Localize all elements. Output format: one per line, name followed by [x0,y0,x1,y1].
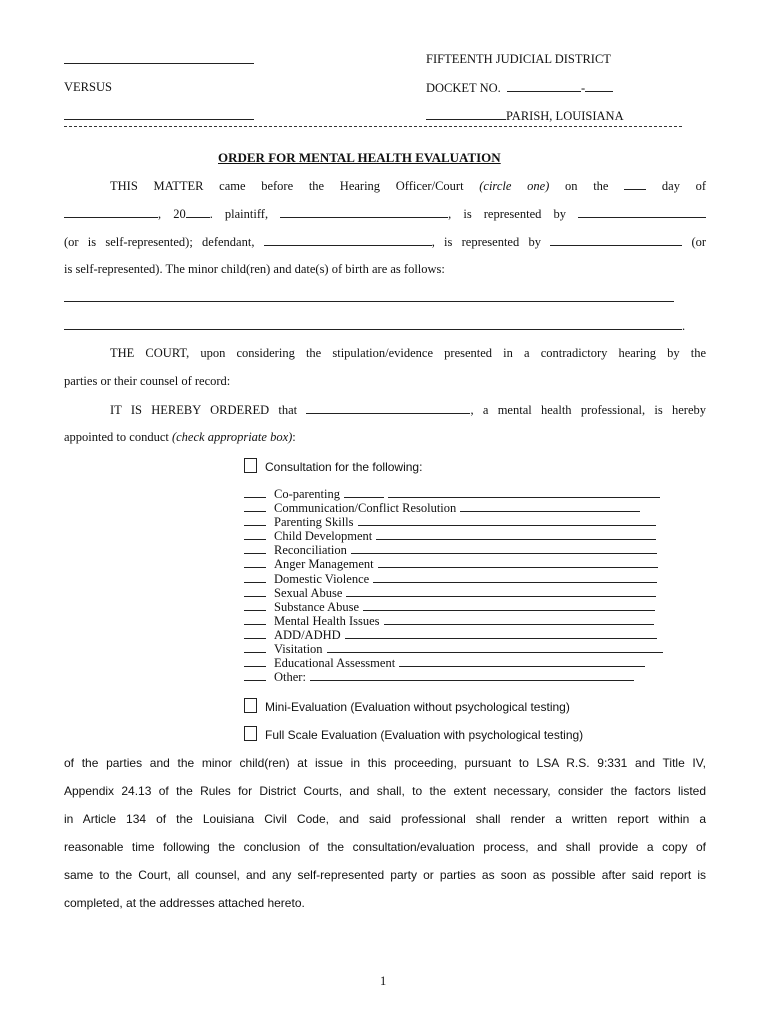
check-box-note: (check appropriate box) [171,430,293,444]
ordered-text: IT IS HEREBY ORDERED that [110,403,298,417]
closing-line-4: reasonable time following the conclusion of the consultation/evaluation process, and shall provide a copy of [64,840,706,854]
topic-detail-field[interactable] [346,586,656,597]
plaintiff-represented-text: , is represented by [448,207,566,221]
topic-detail-field[interactable] [378,557,658,568]
full-evaluation-checkbox[interactable] [244,726,257,741]
topic-detail-field[interactable] [327,642,663,653]
topic-label: Reconciliation [274,543,347,558]
consultation-label: Consultation for the following: [265,460,423,474]
topic-label: Parenting Skills [274,515,354,530]
matter-line-2 [64,206,706,221]
year-field[interactable] [186,206,210,218]
topic-label: Substance Abuse [274,599,360,614]
mini-evaluation-label: Mini-Evaluation (Evaluation without psychological testing) [265,700,570,714]
topic-row [244,586,663,600]
topic-row [244,614,663,628]
plaintiff-attorney-field[interactable] [578,206,706,218]
closing-line-1: of the parties and the minor child(ren) at issue in this proceeding, pursuant to LSA R.S. 9:331 and Title IV, [64,756,706,770]
plaintiff-field[interactable] [280,206,448,218]
parish-field[interactable] [426,108,506,120]
topic-check-field[interactable] [244,543,266,554]
topic-row [244,572,663,586]
topic-label: Sexual Abuse [274,585,343,600]
topic-detail-field[interactable] [384,614,654,625]
children-line-1[interactable] [64,290,674,305]
topic-check-field[interactable] [244,557,266,568]
topic-check-field[interactable] [244,515,266,526]
ordered-line-2 [64,430,706,444]
defendant-label: (or is self-represented); defendant, [64,235,255,249]
defendant-field[interactable] [264,234,432,246]
defendant-attorney-field[interactable] [550,234,682,246]
court-line-2: parties or their counsel of record: [64,374,231,388]
day-field[interactable] [624,178,646,190]
topic-row [244,600,663,614]
topic-detail-field[interactable] [310,670,634,681]
professional-text: , a mental health professional, is hereby [470,403,706,417]
topic-detail-field[interactable] [363,600,655,611]
full-evaluation-label: Full Scale Evaluation (Evaluation with psychological testing) [265,728,584,742]
matter-line-4: is self-represented). The minor child(ren) and date(s) of birth are as follows: [64,262,445,276]
matter-text: THIS MATTER came before the Hearing Officer/Court [110,179,464,193]
topic-detail-field[interactable] [345,628,657,639]
children-line-period: . [682,319,686,333]
matter-line-3 [64,234,706,249]
topic-check-field[interactable] [244,614,266,625]
caption-divider [64,126,682,127]
closing-line-2: Appendix 24.13 of the Rules for District Courts, and shall, to the extent necessary, consider the factors listed [64,784,706,798]
parish-line [426,108,624,123]
topic-detail-field[interactable] [358,515,656,526]
district-heading: FIFTEENTH JUDICIAL DISTRICT [426,52,611,66]
topic-check-field[interactable] [244,656,266,667]
document-title: ORDER FOR MENTAL HEALTH EVALUATION [218,150,501,165]
topic-detail-field[interactable] [388,487,660,498]
topic-check-field[interactable] [244,487,266,498]
closing-line-3: in Article 134 of the Louisiana Civil Code, and said professional shall render a written report within a [64,812,706,826]
topic-label: Communication/Conflict Resolution [274,501,457,516]
topic-check-field[interactable] [244,529,266,540]
topic-label: Anger Management [274,557,374,572]
topic-label: Co-parenting [274,487,340,501]
day-of-text: day of [661,179,707,193]
parish-label: PARISH, LOUISIANA [506,109,624,123]
full-evaluation-option [244,726,583,742]
topic-detail-field[interactable] [460,501,640,512]
topic-detail-field[interactable] [376,529,656,540]
consultation-checkbox[interactable] [244,458,257,473]
month-field[interactable] [64,206,158,218]
plaintiff-name-line[interactable] [64,52,254,67]
defendant-name-line[interactable] [64,108,254,123]
topic-detail-field[interactable] [373,572,657,583]
mini-evaluation-option [244,698,570,714]
topic-check-field[interactable] [244,670,266,681]
plaintiff-label: . plaintiff, [209,207,269,221]
docket-label: DOCKET NO. [426,81,501,95]
circle-one-note: (circle one) [479,179,550,193]
topic-label: Other: [274,670,306,685]
defendant-represented-text: , is represented by [431,235,541,249]
on-the-text: on the [565,179,609,193]
consultation-option [244,458,422,474]
colon-text: : [292,430,296,444]
topic-label: Domestic Violence [274,571,370,586]
topic-detail-field[interactable] [351,543,657,554]
professional-field[interactable] [306,402,470,414]
versus-label: VERSUS [64,80,112,94]
mini-evaluation-checkbox[interactable] [244,698,257,713]
topic-row [244,557,663,571]
court-line-1: THE COURT, upon considering the stipulation/evidence presented in a contradictory hearing by the [110,346,706,360]
year-prefix: , 20 [158,207,186,221]
topic-row [244,543,663,557]
topic-row [244,628,663,642]
topic-check-field[interactable] [244,642,266,653]
topic-check-field[interactable] [244,586,266,597]
topic-check-field[interactable] [244,572,266,583]
topic-check-field[interactable] [244,600,266,611]
topic-check-field[interactable] [244,628,266,639]
docket-number-field[interactable] [507,80,581,92]
topic-label: Mental Health Issues [274,613,380,628]
docket-suffix-field[interactable] [585,80,613,92]
topic-row [244,487,663,501]
page-number: 1 [380,974,387,988]
topic-row [244,642,663,656]
topic-list [244,487,663,684]
or-text: (or [691,235,707,249]
topic-label: Child Development [274,529,373,544]
topic-check-field[interactable] [244,501,266,512]
matter-line-1 [64,178,706,193]
closing-line-6: completed, at the addresses attached hereto. [64,896,305,910]
closing-line-5: same to the Court, all counsel, and any self-represented party or parties as soon as possible after said report is [64,868,706,882]
ordered-line-1 [64,402,706,417]
topic-row [244,670,663,684]
children-line-2[interactable] [64,318,685,333]
docket-dash: - [581,81,586,95]
topic-label: ADD/ADHD [274,627,341,642]
topic-row [244,656,663,670]
appointed-text: appointed to conduct [64,430,169,444]
docket-number [426,80,613,95]
topic-row [244,515,663,529]
topic-row [244,501,663,515]
topic-label: Visitation [274,642,323,657]
topic-row [244,529,663,543]
topic-detail-field[interactable] [399,656,645,667]
topic-label: Educational Assessment [274,656,396,671]
topic-detail-field[interactable] [344,487,384,498]
